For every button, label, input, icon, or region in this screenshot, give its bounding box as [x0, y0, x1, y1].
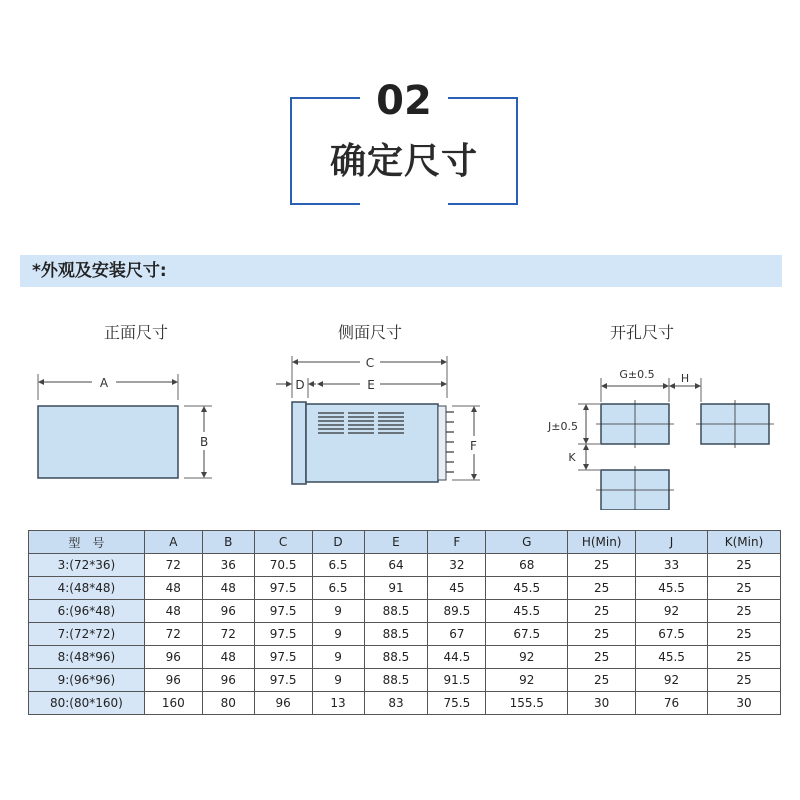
table-cell: 6.5 — [312, 577, 364, 600]
table-cell: 97.5 — [254, 600, 312, 623]
table-cell: 44.5 — [428, 646, 486, 669]
section-bar-title: *外观及安装尺寸: — [32, 261, 167, 281]
cutout-label-j: J±0.5 — [548, 420, 578, 433]
dimension-diagrams — [0, 340, 800, 510]
table-cell: 30 — [708, 692, 781, 715]
table-cell: 72 — [144, 623, 202, 646]
side-label-c: C — [365, 356, 375, 370]
table-cell: 91 — [364, 577, 428, 600]
header-f: F — [428, 531, 486, 554]
table-cell: 9 — [312, 646, 364, 669]
table-row — [29, 669, 781, 692]
table-cell: 25 — [568, 554, 636, 577]
side-label-f: F — [470, 439, 477, 453]
table-cell: 97.5 — [254, 577, 312, 600]
table-cell: 97.5 — [254, 623, 312, 646]
table-cell: 89.5 — [428, 600, 486, 623]
table-cell: 25 — [568, 577, 636, 600]
header-e: E — [364, 531, 428, 554]
table-cell: 9 — [312, 669, 364, 692]
table-cell-model: 6:(96*48) — [29, 600, 145, 623]
table-cell: 25 — [568, 669, 636, 692]
table-cell: 96 — [254, 692, 312, 715]
table-cell-model: 8:(48*96) — [29, 646, 145, 669]
table-cell: 25 — [708, 600, 781, 623]
table-cell: 72 — [144, 554, 202, 577]
section-header-box — [290, 78, 518, 205]
table-cell: 67 — [428, 623, 486, 646]
side-body-shape — [306, 404, 438, 482]
table-cell: 25 — [708, 554, 781, 577]
table-cell: 70.5 — [254, 554, 312, 577]
side-label-e: E — [367, 378, 375, 392]
table-row — [29, 623, 781, 646]
front-label-b: B — [200, 435, 209, 449]
cutout-label-h: H — [680, 372, 690, 385]
section-number: 02 — [376, 78, 432, 124]
table-cell: 30 — [568, 692, 636, 715]
table-cell: 96 — [202, 600, 254, 623]
table-cell: 45.5 — [486, 577, 568, 600]
table-cell: 25 — [708, 623, 781, 646]
table-cell: 160 — [144, 692, 202, 715]
table-cell: 32 — [428, 554, 486, 577]
table-cell: 25 — [708, 646, 781, 669]
table-cell: 25 — [568, 600, 636, 623]
front-view-title: 正面尺寸 — [103, 323, 168, 342]
front-label-a: A — [99, 376, 109, 390]
table-cell: 97.5 — [254, 669, 312, 692]
table-cell-model: 3:(72*36) — [29, 554, 145, 577]
table-cell: 48 — [144, 600, 202, 623]
side-view — [276, 356, 480, 484]
table-cell: 155.5 — [486, 692, 568, 715]
table-cell: 88.5 — [364, 669, 428, 692]
table-cell: 97.5 — [254, 646, 312, 669]
table-cell: 68 — [486, 554, 568, 577]
table-cell: 96 — [202, 669, 254, 692]
header-b: B — [202, 531, 254, 554]
table-cell: 13 — [312, 692, 364, 715]
table-cell: 88.5 — [364, 623, 428, 646]
dimensions-section-bar — [20, 255, 782, 287]
table-cell: 36 — [202, 554, 254, 577]
table-cell: 45.5 — [636, 577, 708, 600]
table-cell-model: 4:(48*48) — [29, 577, 145, 600]
table-cell: 45.5 — [486, 600, 568, 623]
table-cell: 80 — [202, 692, 254, 715]
table-cell: 96 — [144, 646, 202, 669]
section-title: 确定尺寸 — [329, 141, 478, 182]
table-cell: 6.5 — [312, 554, 364, 577]
table-cell: 76 — [636, 692, 708, 715]
table-cell: 92 — [636, 600, 708, 623]
cutout-label-k: K — [568, 451, 576, 464]
table-cell: 88.5 — [364, 646, 428, 669]
header-g: G — [486, 531, 568, 554]
cutout-label-g: G±0.5 — [619, 368, 655, 381]
table-body — [29, 554, 781, 715]
table-cell: 9 — [312, 623, 364, 646]
table-cell-model: 7:(72*72) — [29, 623, 145, 646]
table-cell: 88.5 — [364, 600, 428, 623]
table-cell: 83 — [364, 692, 428, 715]
table-cell: 25 — [568, 623, 636, 646]
table-cell: 75.5 — [428, 692, 486, 715]
table-row — [29, 600, 781, 623]
table-cell: 45 — [428, 577, 486, 600]
table-cell: 48 — [144, 577, 202, 600]
table-cell: 91.5 — [428, 669, 486, 692]
table-row — [29, 646, 781, 669]
table-row — [29, 554, 781, 577]
side-bezel-shape — [292, 402, 306, 484]
front-view — [38, 374, 212, 478]
table-header-row — [29, 531, 781, 554]
cutout-view — [547, 368, 774, 510]
table-cell: 92 — [486, 646, 568, 669]
table-cell: 25 — [708, 669, 781, 692]
cutout-view-title: 开孔尺寸 — [609, 323, 674, 342]
table-cell: 9 — [312, 600, 364, 623]
header-model: 型 号 — [29, 531, 145, 554]
table-cell: 45.5 — [636, 646, 708, 669]
table-cell: 48 — [202, 646, 254, 669]
table-cell-model: 9:(96*96) — [29, 669, 145, 692]
front-panel-shape — [38, 406, 178, 478]
table-cell: 67.5 — [636, 623, 708, 646]
table-row — [29, 577, 781, 600]
header-j: J — [636, 531, 708, 554]
table-cell: 25 — [708, 577, 781, 600]
dimensions-table — [28, 530, 781, 715]
header-d: D — [312, 531, 364, 554]
side-label-d: D — [295, 378, 305, 392]
header-c: C — [254, 531, 312, 554]
table-cell: 48 — [202, 577, 254, 600]
table-cell: 92 — [486, 669, 568, 692]
header-h-min: H(Min) — [568, 531, 636, 554]
table-cell: 92 — [636, 669, 708, 692]
table-cell: 33 — [636, 554, 708, 577]
side-view-title: 侧面尺寸 — [337, 323, 402, 342]
table-cell: 25 — [568, 646, 636, 669]
table-cell: 64 — [364, 554, 428, 577]
table-cell: 72 — [202, 623, 254, 646]
table-cell: 67.5 — [486, 623, 568, 646]
header-k-min: K(Min) — [708, 531, 781, 554]
table-cell-model: 80:(80*160) — [29, 692, 145, 715]
table-cell: 96 — [144, 669, 202, 692]
header-a: A — [144, 531, 202, 554]
table-row — [29, 692, 781, 715]
